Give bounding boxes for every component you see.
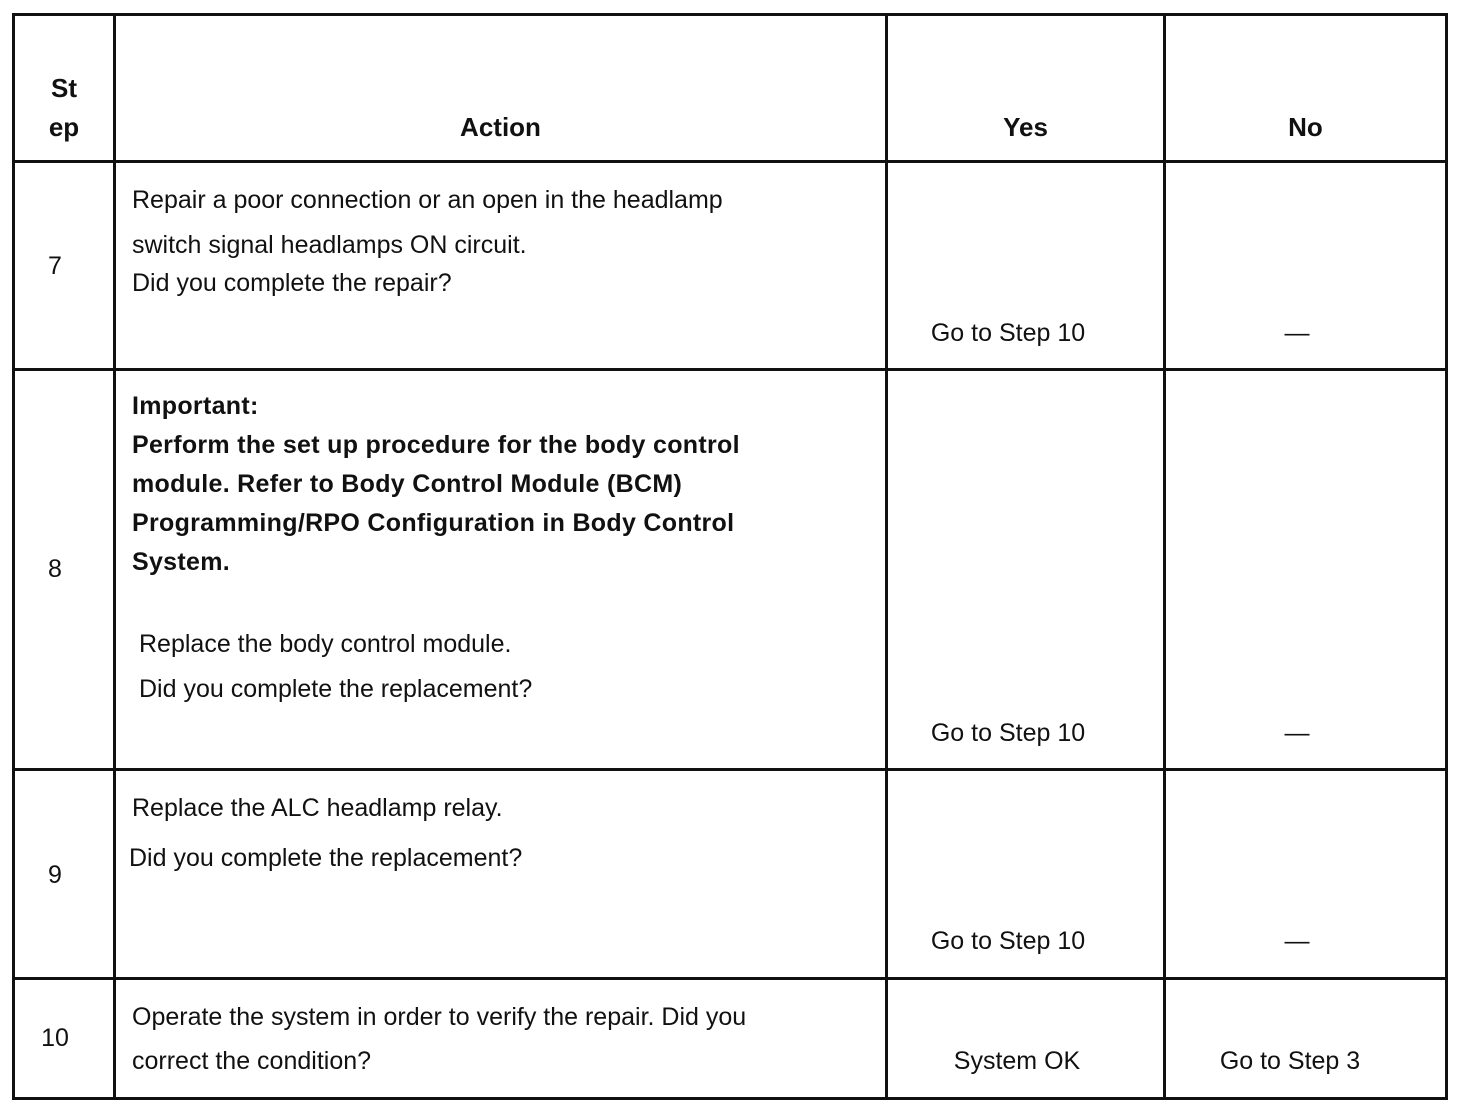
header-step-line1: St: [51, 73, 77, 103]
no-result: —: [1284, 719, 1310, 747]
row-divider: [12, 768, 1448, 771]
no-result: Go to Step 3: [1219, 1047, 1361, 1075]
header-yes: Yes: [1003, 112, 1048, 142]
action-text: Repair a poor connection or an open in the headlamp: [132, 186, 723, 214]
action-text: Operate the system in order to verify the repair. Did you: [132, 1003, 747, 1031]
header-no: No: [1288, 112, 1323, 142]
yes-result: System OK: [953, 1047, 1081, 1075]
row-divider: [12, 368, 1448, 371]
action-text: Replace the body control module.: [139, 630, 512, 658]
action-text: Did you complete the replacement?: [129, 844, 523, 872]
important-text: System.: [132, 548, 230, 576]
action-text: correct the condition?: [132, 1047, 372, 1075]
diagnostic-table: [12, 13, 1448, 1101]
yes-result: Go to Step 10: [930, 927, 1086, 955]
header-divider: [12, 160, 1448, 163]
header-action: Action: [460, 112, 541, 142]
action-text: Did you complete the repair?: [132, 269, 452, 297]
important-text: module. Refer to Body Control Module (BCM): [132, 470, 683, 498]
column-divider: [113, 13, 116, 1100]
step-number: 7: [48, 252, 62, 280]
step-number: 9: [48, 861, 62, 889]
important-text: Perform the set up procedure for the body control: [132, 431, 740, 459]
yes-result: Go to Step 10: [930, 319, 1086, 347]
important-label: Important:: [132, 392, 259, 420]
action-text: Replace the ALC headlamp relay.: [132, 794, 503, 822]
header-step-line2: ep: [48, 112, 80, 142]
row-divider: [12, 977, 1448, 980]
step-number: 8: [48, 555, 62, 583]
action-text: Did you complete the replacement?: [139, 675, 533, 703]
no-result: —: [1284, 927, 1310, 955]
step-number: 10: [41, 1024, 69, 1052]
table-border-bottom: [12, 1097, 1448, 1100]
action-text: switch signal headlamps ON circuit.: [132, 231, 527, 259]
important-text: Programming/RPO Configuration in Body Control: [132, 509, 735, 537]
table-border-right: [1445, 13, 1448, 1100]
no-result: —: [1284, 319, 1310, 347]
yes-result: Go to Step 10: [930, 719, 1086, 747]
table-border-top: [12, 13, 1448, 16]
